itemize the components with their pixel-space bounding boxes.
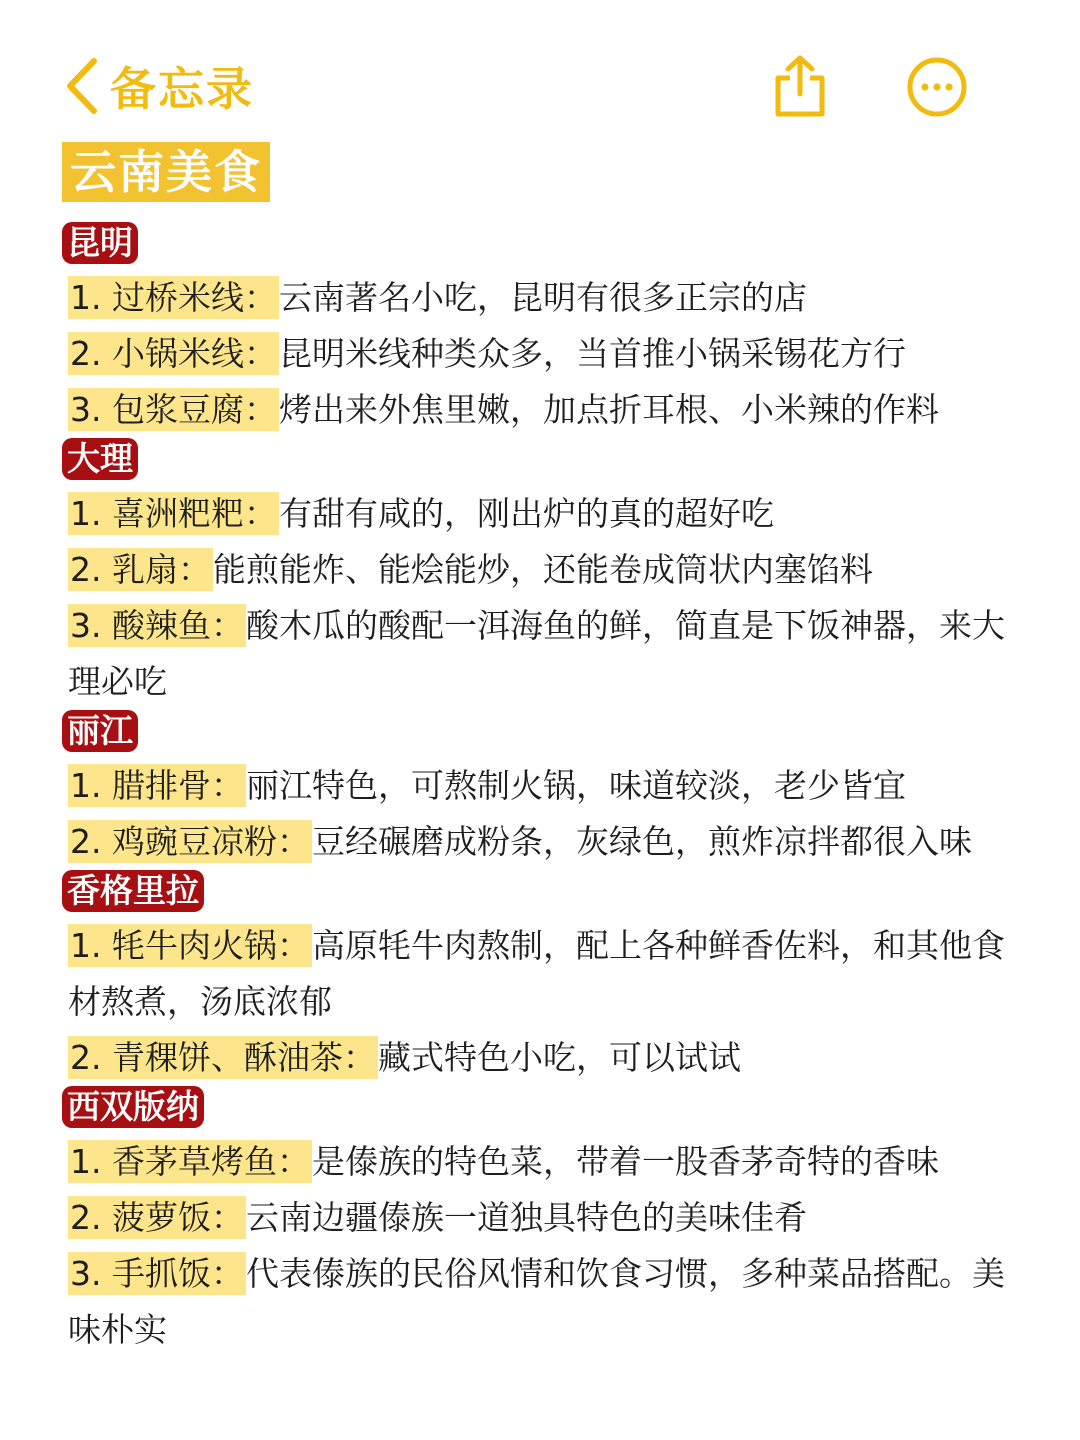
food-item [62,1030,1012,1086]
food-name-highlight: 1. 腊排骨： [70,766,244,805]
chevron-left-icon [62,55,102,117]
food-name-highlight: 3. 手抓饭： [70,1254,244,1293]
food-item [62,326,1012,382]
food-description: 代表傣族的民俗风情和饮食习惯，多种菜品搭配。美味朴实 [68,1254,1005,1349]
back-label: 备忘录 [110,62,254,116]
food-item [62,542,1012,598]
food-item [62,486,1012,542]
food-item [62,1246,1012,1358]
back-button[interactable] [62,54,254,118]
food-name-highlight: 1. 过桥米线： [70,278,277,317]
note-body[interactable] [62,222,1012,1358]
food-description: 能煎能炸、能烩能炒，还能卷成筒状内塞馅料 [212,550,873,589]
city-heading: 昆明 [62,222,138,264]
food-description: 藏式特色小吃，可以试试 [377,1038,741,1077]
city-section [62,710,1012,870]
city-section [62,1086,1012,1358]
city-section [62,222,1012,438]
navigation-bar [0,0,1080,130]
city-heading: 丽江 [62,710,138,752]
food-description: 云南著名小吃，昆明有很多正宗的店 [278,278,807,317]
food-item [62,918,1012,1030]
city-section [62,870,1012,1086]
city-heading: 西双版纳 [62,1086,204,1128]
ellipsis-circle-icon[interactable] [906,56,968,118]
food-item [62,598,1012,710]
food-name-highlight: 1. 喜洲粑粑： [70,494,277,533]
food-description: 是傣族的特色菜，带着一股香茅奇特的香味 [311,1142,939,1181]
food-description: 云南边疆傣族一道独具特色的美味佳肴 [245,1198,807,1237]
food-description: 酸木瓜的酸配一洱海鱼的鲜，简直是下饭神器，来大理必吃 [68,606,1005,701]
food-name-highlight: 1. 牦牛肉火锅： [70,926,310,965]
food-item [62,382,1012,438]
food-item [62,270,1012,326]
city-heading: 大理 [62,438,138,480]
food-name-highlight: 3. 包浆豆腐： [70,390,277,429]
note-title: 云南美食 [62,142,270,202]
food-item [62,758,1012,814]
food-name-highlight: 2. 鸡豌豆凉粉： [70,822,310,861]
food-item [62,1190,1012,1246]
food-name-highlight: 2. 小锅米线： [70,334,277,373]
food-description: 丽江特色，可熬制火锅，味道较淡，老少皆宜 [245,766,906,805]
food-item [62,1134,1012,1190]
food-description: 昆明米线种类众多，当首推小锅采锡花方行 [278,334,906,373]
food-name-highlight: 3. 酸辣鱼： [70,606,244,645]
food-name-highlight: 2. 乳扇： [70,550,211,589]
food-name-highlight: 2. 青稞饼、酥油茶： [70,1038,376,1077]
food-item [62,814,1012,870]
city-section [62,438,1012,710]
food-name-highlight: 2. 菠萝饭： [70,1198,244,1237]
share-icon[interactable] [770,54,830,118]
food-description: 豆经碾磨成粉条，灰绿色，煎炸凉拌都很入味 [311,822,972,861]
food-description: 烤出来外焦里嫩，加点折耳根、小米辣的作料 [278,390,939,429]
city-heading: 香格里拉 [62,870,204,912]
food-description: 高原牦牛肉熬制，配上各种鲜香佐料，和其他食材熬煮，汤底浓郁 [68,926,1005,1021]
food-name-highlight: 1. 香茅草烤鱼： [70,1142,310,1181]
food-description: 有甜有咸的，刚出炉的真的超好吃 [278,494,774,533]
